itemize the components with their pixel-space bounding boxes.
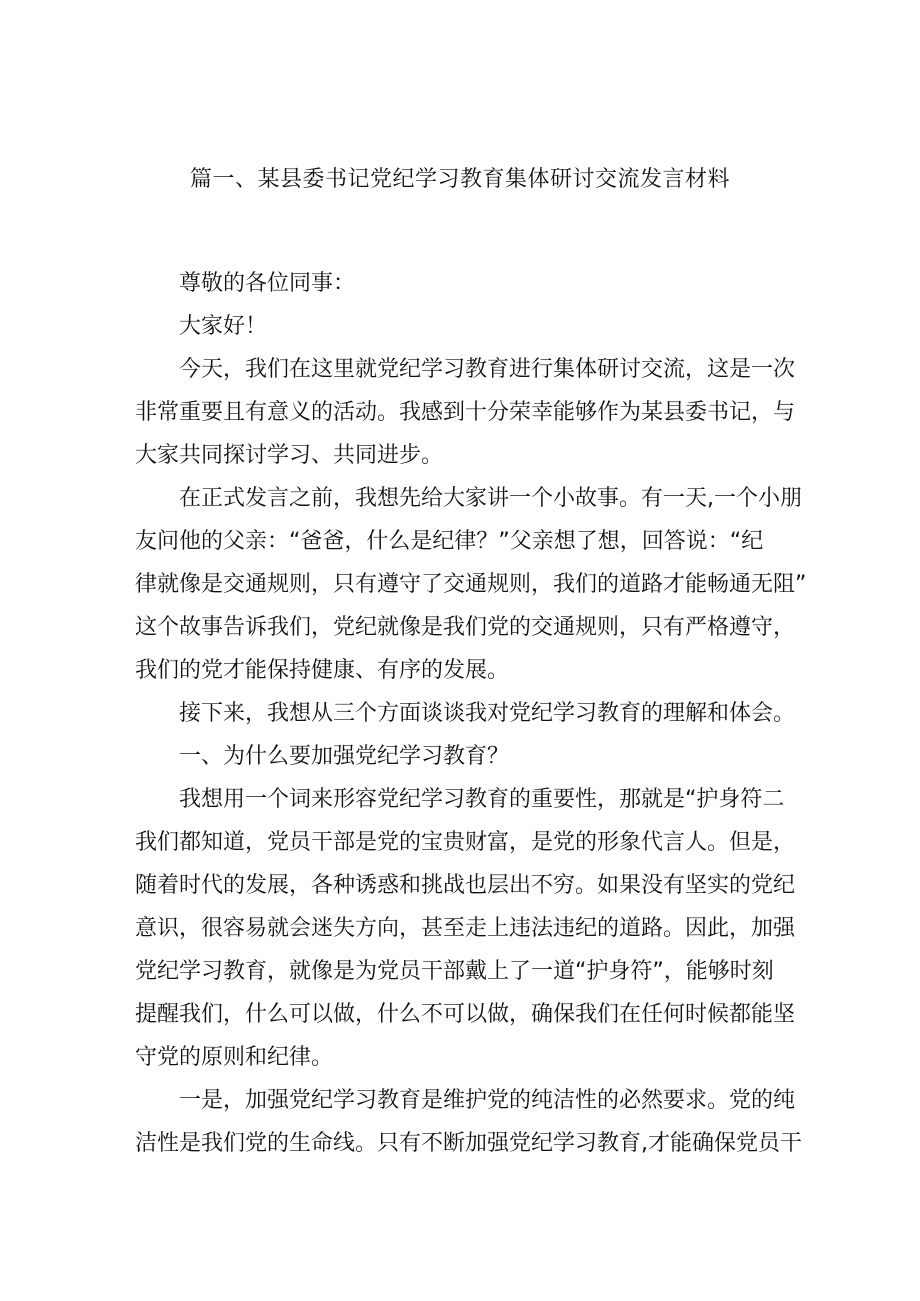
paragraph-line: 我们的党才能保持健康、有序的发展。 [135, 658, 510, 683]
document-title: 篇一、某县委书记党纪学习教育集体研讨交流发言材料 [189, 167, 730, 192]
section-heading: 一、为什么要加强党纪学习教育？ [179, 744, 510, 769]
paragraph-line: 这个故事告诉我们，党纪就像是我们党的交通规则，只有严格遵守， [135, 615, 796, 640]
paragraph-line: 意识，很容易就会迷失方向，甚至走上违法违纪的道路。因此，加强 [135, 916, 796, 941]
paragraph-line: 大家共同探讨学习、共同进步。 [135, 443, 444, 468]
paragraph-line: 今天，我们在这里就党纪学习教育进行集体研讨交流，这是一次 [179, 357, 796, 382]
salutation-line: 尊敬的各位同事： [179, 271, 356, 296]
paragraph-line: 接下来，我想从三个方面谈谈我对党纪学习教育的理解和体会。 [179, 701, 796, 726]
paragraph-line: 党纪学习教育，就像是为党员干部戴上了一道“护身符”，能够时刻 [135, 959, 774, 984]
paragraph-line: 随着时代的发展，各种诱惑和挑战也层出不穷。如果没有坚实的党纪 [135, 873, 796, 898]
paragraph-line: 洁性是我们党的生命线。只有不断加强党纪学习教育,才能确保党员干 [135, 1131, 802, 1156]
paragraph-line: 律就像是交通规则，只有遵守了交通规则，我们的道路才能畅通无阻” [135, 572, 807, 597]
paragraph-line: 在正式发言之前，我想先给大家讲一个小故事。有一天,一个小朋 [179, 486, 802, 511]
paragraph-line: 守党的原则和纪律。 [135, 1045, 334, 1070]
paragraph-line: 非常重要且有意义的活动。我感到十分荣幸能够作为某县委书记，与 [135, 400, 796, 425]
paragraph-line: 一是，加强党纪学习教育是维护党的纯洁性的必然要求。党的纯 [179, 1088, 796, 1113]
document-body [135, 262, 807, 1165]
paragraph-line: 友问他的父亲：“爸爸，什么是纪律？”父亲想了想，回答说：“纪 [135, 529, 764, 554]
paragraph-line: 我想用一个词来形容党纪学习教育的重要性，那就是“护身符二 [179, 787, 785, 812]
paragraph-line: 我们都知道，党员干部是党的宝贵财富，是党的形象代言人。但是， [135, 830, 796, 855]
greeting-line: 大家好！ [179, 314, 268, 339]
paragraph-line: 提醒我们，什么可以做，什么不可以做，确保我们在任何时候都能坚 [135, 1002, 796, 1027]
